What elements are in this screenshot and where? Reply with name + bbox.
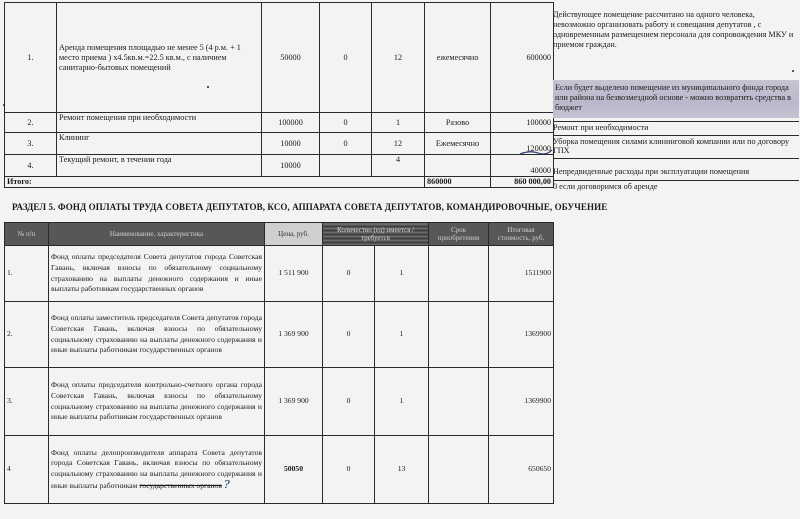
row-number: 2.: [5, 302, 49, 368]
item-total: 1369900: [489, 368, 554, 436]
header-price: Цена, руб.: [265, 223, 323, 246]
item-have: 0: [320, 133, 372, 155]
item-need: 12: [372, 3, 425, 113]
item-have: 0: [323, 246, 375, 302]
header-quantity: Количество (ед) имеется / требуется: [323, 223, 429, 246]
item-name: Фонд оплаты председателя Совета депутатов города Советская Гавань, включая взносы по обязательному социальному страхованию на выплаты денежного содержания и иные выплаты работникам государственных органов: [49, 246, 265, 302]
scan-speck: [3, 104, 5, 106]
note-divider: [553, 135, 799, 136]
table-row: [5, 113, 554, 133]
handwritten-underline-icon: [518, 147, 554, 157]
item-have: 0: [323, 368, 375, 436]
item-need: 1: [375, 302, 429, 368]
item-price: 50000: [262, 3, 320, 113]
row-number: 3.: [5, 368, 49, 436]
item-need: 13: [375, 436, 429, 504]
total-row: [5, 177, 554, 188]
item-price: 100000: [262, 113, 320, 133]
note-divider: [553, 121, 799, 122]
item-have: 0: [323, 436, 375, 504]
row-number: 4: [5, 436, 49, 504]
note-premises: Действующее помещение рассчитано на одного человека, невозможно организовать работу и совещания депутатов , с одновременным размещением персонала для сопровождения МКУ и приемом граждан.: [553, 10, 794, 49]
table-row: [5, 3, 554, 113]
header-total: Итоговая стоимость, руб.: [489, 223, 554, 246]
item-term: [429, 368, 489, 436]
note-divider: [553, 180, 799, 181]
header-number: № п/п: [5, 223, 49, 246]
note-highlight: Если будет выделено помещение из муниципального фонда города или района на безвозмездной основе - можно возвратить средства в бюджет: [553, 80, 799, 118]
item-period: [425, 155, 491, 177]
item-name: [49, 436, 265, 504]
item-name: Фонд оплаты председателя контрольно-счетного органа города Советская Гавань, включая взносы по обязательному социальному страхованию на выплаты денежного содержания и иные выплаты работникам государственных органов: [49, 368, 265, 436]
table-row: [5, 436, 554, 504]
item-period: Разово: [425, 113, 491, 133]
note-divider: [553, 158, 799, 159]
item-price: 1 369 900: [265, 302, 323, 368]
item-need: 1: [375, 246, 429, 302]
item-period: Ежемесячно: [425, 133, 491, 155]
item-total: 120000: [491, 133, 554, 155]
item-have: 0: [320, 113, 372, 133]
note-unforeseen: Непредвиденные расходы при эксплуатации помещения: [553, 167, 750, 176]
table-header-row: [5, 223, 554, 246]
item-price: 10000: [262, 155, 320, 177]
header-name: Наименование, характеристика: [49, 223, 265, 246]
item-need: 4: [372, 155, 425, 177]
item-term: [429, 302, 489, 368]
item-name-struck: государственных органов: [139, 480, 222, 490]
total-label: Итого:: [5, 177, 425, 188]
item-price: 10000: [262, 133, 320, 155]
table-row: [5, 368, 554, 436]
item-name: Ремонт помещения при необходимости: [57, 113, 262, 133]
note-repair: Ремонт при необходимости: [553, 123, 649, 132]
row-number: 3.: [5, 133, 57, 155]
note-total: 0 если договоримся об аренде: [553, 182, 658, 191]
handwritten-question-mark: ?: [223, 477, 230, 491]
table-row: [5, 133, 554, 155]
item-total: 600000: [491, 3, 554, 113]
item-need: 1: [375, 368, 429, 436]
row-number: 2.: [5, 113, 57, 133]
item-price: 1 369 900: [265, 368, 323, 436]
item-name: Фонд оплаты заместитель председателя Совета депутатов города Советская Гавань, включая взносы по обязательному социальному страхованию на выплаты денежного содержания и иные выплаты работникам государственных органов: [49, 302, 265, 368]
item-name-text: Фонд оплаты делопроизводителя аппарата Совета депутатов города Советская Гавань, включая взносы по обязательному социальному страхованию на выплаты денежного содержания и иные выплаты работникам: [51, 447, 262, 490]
total-value: 860 000,00: [491, 177, 554, 188]
salary-table: [4, 222, 554, 504]
item-total: 650650: [489, 436, 554, 504]
row-number: 1.: [5, 246, 49, 302]
item-need: 12: [372, 133, 425, 155]
item-period: ежемесячно: [425, 3, 491, 113]
item-need: 1: [372, 113, 425, 133]
total-bold: 860000: [425, 177, 491, 188]
table-row: [5, 302, 554, 368]
item-term: [429, 436, 489, 504]
scan-speck: [207, 86, 209, 88]
table-row: [5, 246, 554, 302]
item-total: 40000: [491, 155, 554, 177]
item-price: 1 511 900: [265, 246, 323, 302]
row-number: 1.: [5, 3, 57, 113]
item-total: 100000: [491, 113, 554, 133]
row-number: 4.: [5, 155, 57, 177]
header-term: Срок приобретения: [429, 223, 489, 246]
note-cleaning: Уборка помещения силами клининговой компании или по договору ГПХ: [553, 137, 790, 155]
table-row: [5, 155, 554, 177]
item-name: Аренда помещения площадью не менее 5 (4 р.м. + 1 место приема ) х4.5кв.м.=22.5 кв.м., с наличием санитарно-бытовых помещений: [57, 3, 262, 113]
item-have: 0: [323, 302, 375, 368]
item-total: 1369900: [489, 302, 554, 368]
item-name: Текущий ремонт, в течении года: [57, 155, 262, 177]
item-price: 50050: [265, 436, 323, 504]
item-term: [429, 246, 489, 302]
item-total: 1511900: [489, 246, 554, 302]
scan-speck: [792, 70, 794, 72]
rent-table: [4, 2, 554, 188]
section-title: РАЗДЕЛ 5. ФОНД ОПЛАТЫ ТРУДА СОВЕТА ДЕПУТАТОВ, КСО, АППАРАТА СОВЕТА ДЕПУТАТОВ, КОМАНДИРОВОЧНЫЕ, ОБУЧЕНИЕ: [12, 202, 608, 212]
item-have: 0: [320, 3, 372, 113]
item-name: Клининг: [57, 133, 262, 155]
item-have: [320, 155, 372, 177]
